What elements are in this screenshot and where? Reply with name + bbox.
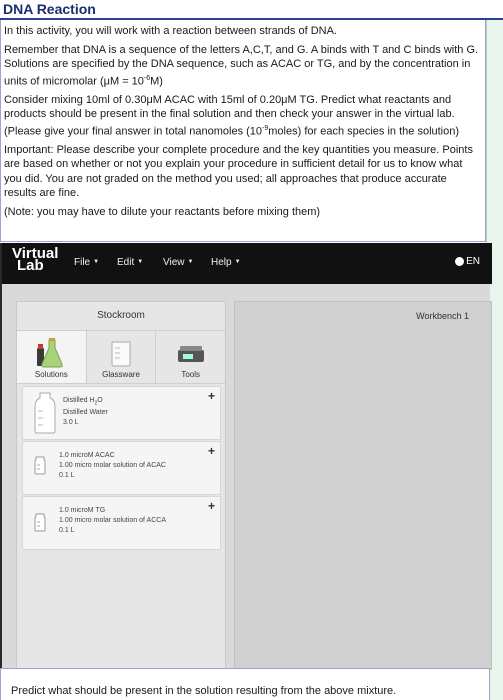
tab-glassware-label: Glassware <box>102 370 140 379</box>
add-button[interactable]: + <box>207 499 215 513</box>
title-bar <box>0 0 503 20</box>
stock-item-text <box>59 506 166 536</box>
question-text: Predict what should be present in the solution resulting from the above mixture. <box>11 685 397 697</box>
stock-item-tg[interactable] <box>22 496 221 550</box>
globe-icon <box>455 257 464 266</box>
virtual-lab-logo: Virtual Lab <box>12 245 59 274</box>
beaker-icon <box>106 336 136 368</box>
add-button[interactable]: + <box>207 444 215 458</box>
tab-tools-label: Tools <box>181 370 201 379</box>
stockroom-categories <box>17 331 225 384</box>
chevron-down-icon: ▼ <box>93 259 100 266</box>
bottle-icon <box>33 454 47 476</box>
stock-item-name: 1.0 microM TG <box>59 507 106 514</box>
chevron-down-icon: ▼ <box>187 259 194 266</box>
menu-file[interactable]: File ▼ <box>74 257 100 268</box>
instructions-intro: In this activity, you will work with a reaction between strands of DNA. <box>4 25 337 37</box>
flask-bottles-icon <box>33 336 69 368</box>
menu-edit[interactable]: Edit ▼ <box>117 257 144 268</box>
language-selector[interactable]: EN <box>455 256 480 267</box>
stock-item-desc: Distilled Water <box>63 409 108 417</box>
scale-icon <box>174 336 208 368</box>
tab-solutions-label: Solutions <box>34 370 68 379</box>
stock-item-volume: 0.1 L <box>59 527 75 534</box>
instructions-task: Consider mixing 10ml of 0.30μM ACAC with 15ml of 0.20μM TG. Predict what reactants and products should be present in the final solution and then check your answer in the virtual lab. (Please give your final answer in total nanomoles $(10^{-9}moles)$ for each species in the solution) <box>4 93 460 138</box>
virtual-lab-app <box>0 243 490 668</box>
stock-item-volume: 0.1 L <box>59 472 75 479</box>
workbench-tab[interactable]: Workbench 1 <box>416 311 469 321</box>
chevron-down-icon: ▼ <box>234 259 241 266</box>
add-button[interactable]: + <box>207 389 215 403</box>
workbench-panel[interactable] <box>234 301 492 670</box>
stock-item-volume: 3.0 L <box>63 419 79 427</box>
stockroom-panel <box>16 301 226 670</box>
tab-tools[interactable] <box>156 331 225 383</box>
app-navbar <box>2 243 492 284</box>
bottle-icon <box>33 511 47 533</box>
stock-item-text <box>59 451 166 481</box>
menu-view[interactable]: View ▼ <box>163 257 194 268</box>
stock-item-name: Distilled $H_2O$ <box>63 397 103 407</box>
stock-item-acac[interactable] <box>22 441 221 495</box>
stock-item-name: 1.0 microM ACAC <box>59 452 115 459</box>
question-panel <box>0 668 490 700</box>
stock-item-desc: 1.00 micro molar solution of ACAC <box>59 462 166 469</box>
stock-item-text <box>63 396 108 428</box>
tab-solutions[interactable] <box>17 331 87 383</box>
tab-glassware[interactable] <box>87 331 157 383</box>
water-jug-icon <box>33 391 57 435</box>
menu-help[interactable]: Help ▼ <box>211 257 241 268</box>
instructions-panel <box>0 20 486 242</box>
instructions-note: (Note: you may have to dilute your reactants before mixing them) <box>4 205 321 218</box>
instructions-important: Important: Please describe your complete procedure and the key quantities you measure. Points are based on whether or not you explain your procedure in sufficient detail for us to know what you did. You are not graded on the method you used; all approaches that produce accurate results are fine. <box>4 143 473 200</box>
instructions-dna-rules: Remember that DNA is a sequence of the letters A,C,T, and G. A binds with T and C binds with G. Solutions are specified by the DNA sequence, such as ACAC or TG, and by the concentration in units of micromolar $(\mu M = 10^{-6}M)$ <box>4 43 479 88</box>
page-title: DNA Reaction <box>3 1 96 17</box>
stock-item-desc: 1.00 micro molar solution of ACCA <box>59 517 166 524</box>
chevron-down-icon: ▼ <box>137 259 144 266</box>
stock-item-distilled-water[interactable] <box>22 386 221 440</box>
stockroom-title: Stockroom <box>17 302 225 331</box>
